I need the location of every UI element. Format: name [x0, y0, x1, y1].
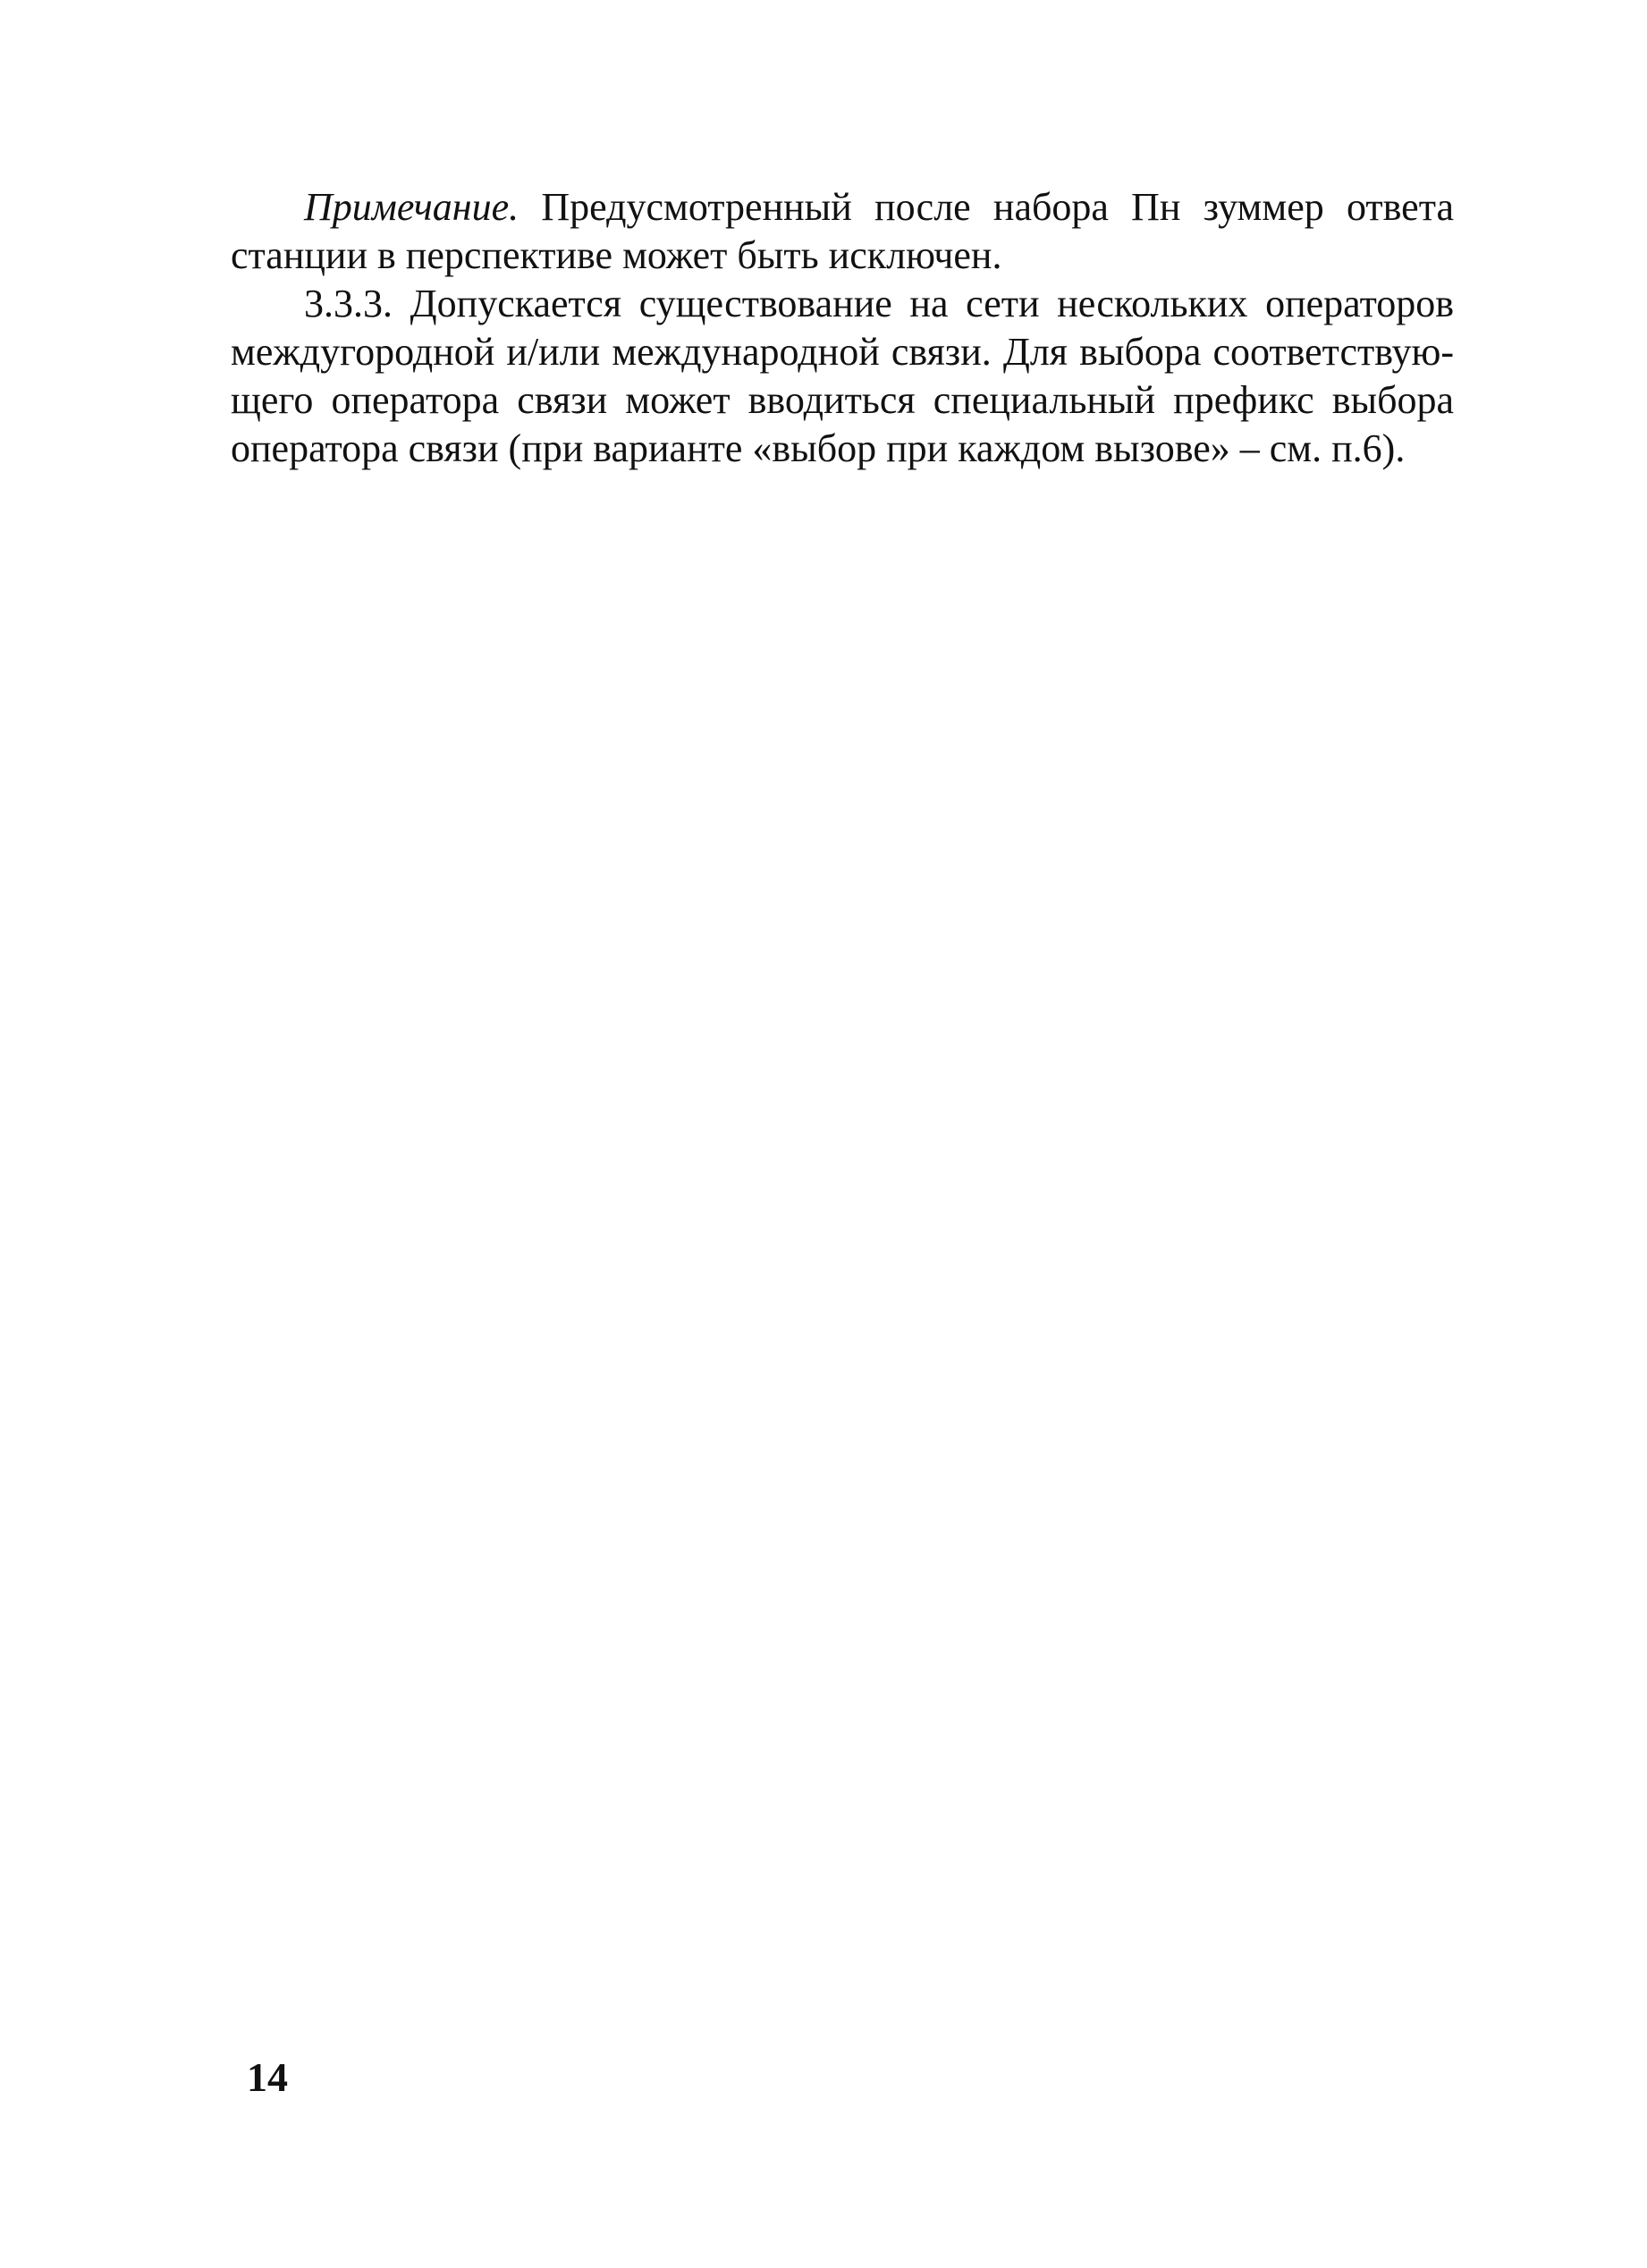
note-paragraph	[231, 183, 1454, 280]
note-label: Примечание.	[304, 185, 519, 229]
note-text: Предусмотренный после набора Пн зуммер ответа станции в перспективе может быть исключен.	[231, 185, 1454, 277]
page-number: 14	[247, 2054, 288, 2100]
paragraph-3-3-3: 3.3.3. Допускается существование на сети нескольких операторов междугородной и/или международной связи. Для выбора соответствую-щего оператора связи может вводиться специальный префикс выбора оператора связи (при варианте «выбор при каждом вызове» – см. п.6).	[231, 282, 1454, 470]
body-text	[231, 183, 1454, 473]
